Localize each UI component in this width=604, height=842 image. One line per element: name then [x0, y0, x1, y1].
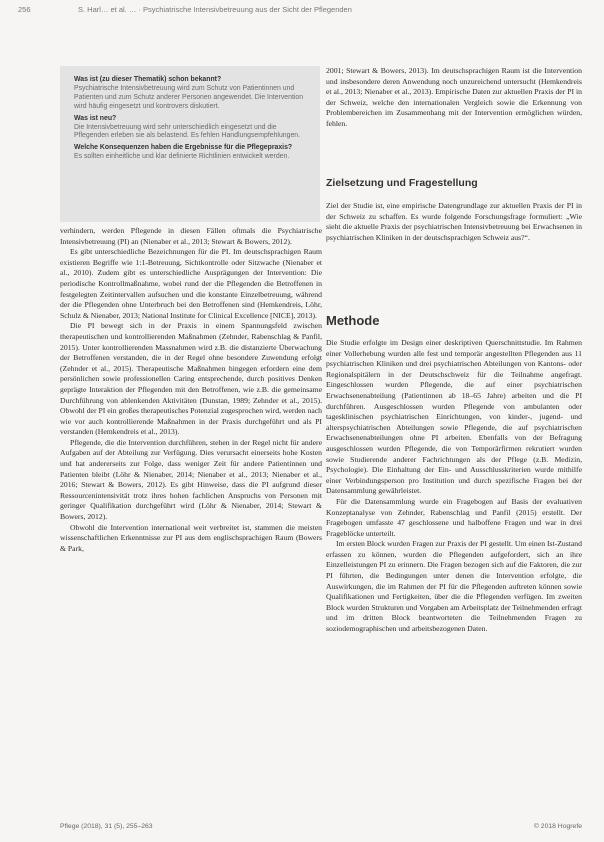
box-answer-2: Die Intensivbetreuung wird sehr unterschiedlich eingesetzt und die Pflegenden erleben sie als belastend. Es fehlen Handlungsempfehlungen. [74, 123, 301, 140]
paragraph: Pflegende, die die Intervention durchführen, stehen in der Regel nicht für andere Aufgaben auf der Abteilung zur Verfügung. Dies verursacht einerseits hohe Kosten und hat andererseits zur Folge, dass weniger Zeit für andere Patientinnen und Patienten bleibt (Löhr & Nienaber, 2014; Nienaber et al., 2013; Nienaber et al., 2016; Stewart & Bowers, 2012). Es gibt Hinweise, dass die PI aufgrund dieser Ressourcenintensivität trotz ihres hohen fachlichen Anspruchs von Personen mit geringer Qualifikation durchgeführt wird (Löhr & Nienaber, 2014; Stewart & Bowers, 2012). [60, 437, 322, 522]
paragraph: verhindern, werden Pflegende in diesen Fällen oftmals die Psychiatrische Intensivbetreuung (PI) an (Nienaber et al., 2013; Stewart & Bowers, 2012). [60, 226, 322, 246]
paragraph: Die PI bewegt sich in der Praxis in einem Spannungsfeld zwischen therapeutischen und kontrollierenden Maßnahmen (Zehnder, Rabenschlag & Panfil, 2015). Unter kontrollierenden Massnahmen wird z.B. die distanzierte Überwachung der Betroffenen verstanden, die in der Regel ohne besondere Zuwendung erfolgt (Zehnder et al., 2015). Therapeutische Maßnahmen hingegen erfordern eine dem persönlichen sowie professionellen Caring entsprechende, durch positives Denken geprägte Interaktion der Pflegenden mit den Betroffenen, wie z.B. die gemeinsame Durchführung von ablenkenden Aktivitäten (Dunstan, 1989; Zehnder et al., 2015). Obwohl der PI ein großes therapeutisches Potenzial zugesprochen wird, werden nach wie vor auch kontrollierende Maßnahmen in der Praxis durchgeführt und als PI verstanden (Hemkendreis et al., 2013). [60, 321, 322, 437]
box-answer-3: Es sollten einheitliche und klar definierte Richtlinien entwickelt werden. [74, 153, 290, 161]
footer-citation: Pflege (2018), 31 (5), 255–263 [60, 823, 153, 830]
right-column-top [326, 66, 582, 130]
section-heading-methode: Methode [326, 313, 380, 328]
box-question-3: Welche Konsequenzen haben die Ergebnisse für die Pflegepraxis? [74, 144, 293, 152]
footer-publisher: © 2018 Hogrefe [533, 823, 582, 830]
section-heading-ziel: Zielsetzung und Fragestellung [326, 177, 478, 189]
paragraph: Ziel der Studie ist, eine empirische Datengrundlage zur aktuellen Praxis der PI in der Schweiz zu schaffen. Es wurde folgende Forschungsfrage formuliert: „Wie sieht die aktuelle Praxis der psychiatrischen Intensivbetreuung bei Erwachsenen in psychiatrischen Kliniken in der deutschsprachigen Schweiz aus?“. [326, 201, 582, 242]
running-head [18, 5, 586, 14]
box-answer-1: Psychiatrische Intensivbetreuung wird zum Schutz von Patientinnen und Patienten und zum Schutz anderer Personen angewendet. Die Intervention wird häufig eingesetzt und kontrovers diskutiert. [74, 84, 304, 110]
key-points-box [60, 66, 320, 222]
paragraph: Für die Datensammlung wurde ein Fragebogen auf Basis der evaluativen Konzeptanalyse von Zehnder, Rabenschlag und Panfil (2015) erstellt. Der Fragebogen umfasste 47 geschlossene und halboffene Fragen und war in drei Frageblöcke unterteilt. [326, 496, 582, 538]
paragraph: 2001; Stewart & Bowers, 2013). Im deutschsprachigen Raum ist die Intervention und insbesondere deren Anwendung noch unzureichend untersucht (Hemkendreis et al., 2013; Nienaber et al., 2013). Empirische Daten zur aktuellen Praxis der PI in der Schweiz, welche den internationalen Vergleich sowie die Erkennung von Problembereichen im Zusammenhang mit der Intervention ermöglichen würden, fehlen. [326, 66, 582, 128]
paragraph: Obwohl die Intervention international weit verbreitet ist, stammen die meisten wissenschaftlichen Erkenntnisse zur PI aus dem englischsprachigen Raum (Bowers & Park, [60, 522, 322, 553]
box-question-2: Was ist neu? [74, 114, 117, 122]
ziel-section [326, 201, 582, 243]
box-question-1: Was ist (zu dieser Thematik) schon bekannt? [74, 76, 222, 83]
running-title: S. Harl… et al. … · Psychiatrische Intensivbetreuung aus der Sicht der Pflegenden [78, 5, 352, 14]
left-column [60, 226, 322, 554]
paragraph: Es gibt unterschiedliche Bezeichnungen für die PI. Im deutschsprachigen Raum existieren Begriffe wie 1:1-Betreuung, Sichtkontrolle oder Sitzwache (Nienaber et al., 2010). Zudem gibt es unterschiedliche Ausprägungen der Intervention: Die periodische Kontrollmaßnahme, wobei rund der die Pflegenden die Betroffenen in festgelegten Zeitintervallen aufsuchen und die konstante Einzelbetreuung, während der die Pflegenden ohne Unterbruch bei den Betroffenen sind (Hemkendreis, Löhr, Schulz & Nienaber, 2013; National Institute for Clinical Excellence [NICE], 2013). [60, 247, 322, 320]
paragraph: Die Studie erfolgte im Design einer deskriptiven Querschnittstudie. Im Rahmen einer Vollerhebung wurden alle fest und temporär angestellten Pflegenden aus 11 psychiatrischen Kliniken und drei psychiatrischen Abteilungen von Kantons- oder Regionalspitälern in der Deutschschweiz für die Teilnahme angefragt. Eingeschlossen wurden Pflegende, die auf einer psychiatrischen Erwachsenenabteilung (Patientinnen ab 18–65 Jahre) arbeiten und die PI durchführen. Ausgeschlossen wurden Pflegende von ambulanten oder tagesklinischen psychiatrischen Einrichtungen, von kinder-, jugend- und alterspsychiatrischen Abteilungen sowie Pflegende, die auf psychiatrischen Erwachsenenabteilungen ohne PI arbeiten. Ebenfalls von der Befragung ausgeschlossen wurden Pflegende, die von Temporärfirmen rekrutiert wurden sowie Studierende anderer Fachrichtungen als der Pflege (z.B. Medizin, Psychologie). Die Einhaltung der Ein- und Ausschlusskriterien wurde mithilfe einer Verbindungsperson pro Institution und durch spezifische Fragen bei der Datensammlung gewährleistet. [326, 338, 582, 496]
methode-section [326, 338, 582, 635]
page-number: 256 [18, 5, 31, 14]
paragraph: Im ersten Block wurden Fragen zur Praxis der PI gestellt. Um einen Ist-Zustand erfassen zu können, wurden die Pflegenden aufgefordert, sich an ihre Einzelleistungen PI zu erinnern. Die Fragen bezogen sich auf die Faktoren, die zur PI führten, die Bedingungen unter denen die Intervention erfolgte, die Auswirkungen, die im Rahmen der PI für die Pflegenden auftreten können sowie Qualifikationen und Fertigkeiten, über die die Pflegenden verfügen. Im zweiten Block wurden Strukturen und Vorgaben am Arbeitsplatz der Teilnehmenden erfragt und im dritten Block beantworteten die Teilnehmenden Fragen zu soziodemographischen und arbeitsbezogenen Daten. [326, 539, 582, 634]
page-footer [60, 823, 582, 830]
